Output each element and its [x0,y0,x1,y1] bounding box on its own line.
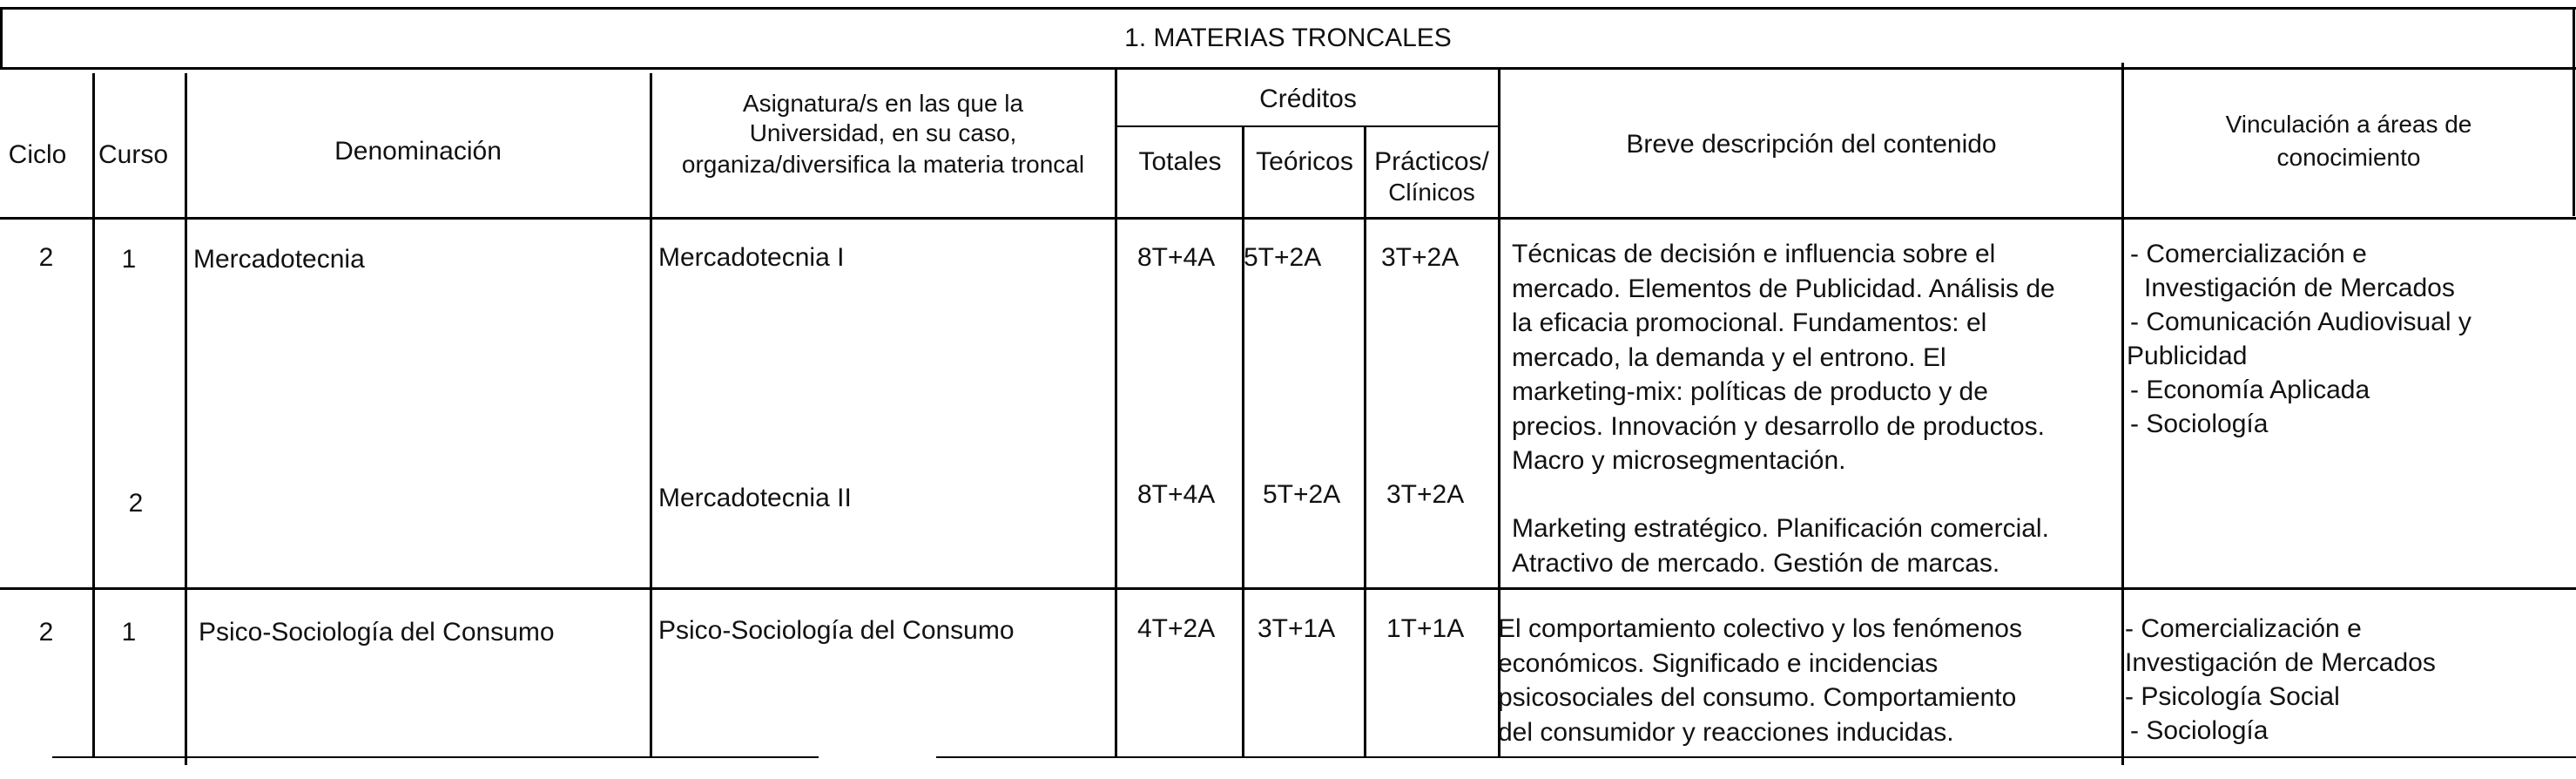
header-vinculacion-line2: conocimiento [2276,144,2421,171]
header-practicos-line1: Prácticos/ [1374,147,1489,176]
table-row-1-vinculacion-5: - Economía Aplicada [2130,376,2370,404]
row-divider [0,587,2576,590]
column-rule-curso [185,73,187,765]
header-vinculacion-line1: Vinculación a áreas de [2225,111,2472,138]
column-rule-teoricos [1364,125,1366,758]
table-row-2-descripcion [1512,511,2109,580]
table-row-3-asignatura: Psico-Sociología del Consumo [658,616,1015,645]
table-row-1-ciclo: 2 [38,243,54,272]
table-row-2-curso: 2 [128,489,144,518]
table-row-3-practicos: 1T+1A [1386,614,1465,643]
table-row-1-teoricos: 5T+2A [1244,243,1322,272]
table-row-1-vinculacion-6: - Sociología [2130,410,2269,438]
column-rule-ciclo [92,73,95,756]
table-row-1-asignatura: Mercadotecnia I [658,243,845,272]
header-teoricos: Teóricos [1256,147,1353,176]
header-curso: Curso [98,140,169,169]
header-asignatura-line2: Universidad, en su caso, [749,119,1017,146]
header-practicos-line2: Clínicos [1388,179,1475,206]
table-row-1-vinculacion-4: Publicidad [2127,342,2248,370]
table-row-1-denominacion: Mercadotecnia [193,245,365,274]
table-row-3-ciclo: 2 [38,618,54,647]
descripcion-line: mercado. Elementos de Publicidad. Análisis de [1512,274,2055,303]
table-top-border [0,7,2576,10]
header-asignatura-line1: Asignatura/s en las que la [742,90,1024,117]
table-row-1-vinculacion-2: Investigación de Mercados [2144,274,2455,302]
header-bottom-border [0,217,2576,220]
table-row-3-teoricos: 3T+1A [1258,614,1336,643]
table-row-3-vinculacion-4: - Sociología [2130,716,2269,745]
table-row-3-curso: 1 [121,618,137,647]
descripcion-line: El comportamiento colectivo y los fenómenos [1498,614,2022,643]
table-row-1-vinculacion-1: - Comercialización e [2130,240,2367,268]
column-rule-totales [1242,125,1244,758]
header-descripcion: Breve descripción del contenido [1626,130,1997,159]
header-creditos: Créditos [1259,85,1357,113]
descripcion-line: mercado, la demanda y el entrono. El [1512,342,1946,372]
table-row-2-totales: 8T+4A [1137,480,1216,509]
descripcion-line: del consumidor y reacciones inducidas. [1498,717,1954,747]
table-row-3-totales: 4T+2A [1137,614,1216,643]
descripcion-line: la eficacia promocional. Fundamentos: el [1512,308,1987,337]
table-bottom-border [52,756,819,758]
table-row-2-asignatura: Mercadotecnia II [658,484,852,512]
table-row-1-descripcion [1512,237,2109,478]
table-row-1-practicos: 3T+2A [1381,243,1460,272]
descripcion-line: Técnicas de decisión e influencia sobre el [1512,240,1996,268]
column-rule-asignatura [1115,70,1117,758]
table-bottom-border-right [936,756,2576,758]
descripcion-line: marketing-mix: políticas de producto y de [1512,377,1988,406]
descripcion-line: Macro y microsegmentación. [1512,446,1846,475]
header-denominacion: Denominación [334,137,502,166]
table-row-2-practicos: 3T+2A [1386,480,1465,509]
table-row-3-vinculacion-1: - Comercialización e [2125,614,2362,643]
descripcion-line: Atractivo de mercado. Gestión de marcas. [1512,548,2000,578]
column-rule-descripcion [2121,63,2124,765]
table-row-1-vinculacion-3: - Comunicación Audiovisual y [2130,308,2471,336]
table-row-3-descripcion [1498,612,2109,749]
column-rule-denominacion [650,73,652,756]
descripcion-line: económicos. Significado e incidencias [1498,648,1939,678]
table-row-3-vinculacion-3: - Psicología Social [2125,682,2340,711]
table-row-1-curso: 1 [121,245,137,274]
header-totales: Totales [1138,147,1222,176]
descripcion-line: precios. Innovación y desarrollo de productos. [1512,411,2046,441]
table-row-1-totales: 8T+4A [1137,243,1216,272]
header-asignatura-line3: organiza/diversifica la materia troncal [681,151,1085,178]
creditos-header-divider [1115,125,1500,127]
table-row-3-vinculacion-2: Investigación de Mercados [2125,648,2436,677]
descripcion-line: Marketing estratégico. Planificación comercial. [1512,514,2049,543]
descripcion-line: psicosociales del consumo. Comportamiento [1498,683,2017,712]
title-row-border [0,67,2576,70]
table-row-3-denominacion: Psico-Sociología del Consumo [199,618,555,647]
header-ciclo: Ciclo [8,140,67,169]
table-row-2-teoricos: 5T+2A [1263,480,1341,509]
section-title: 1. MATERIAS TRONCALES [1124,24,1452,52]
